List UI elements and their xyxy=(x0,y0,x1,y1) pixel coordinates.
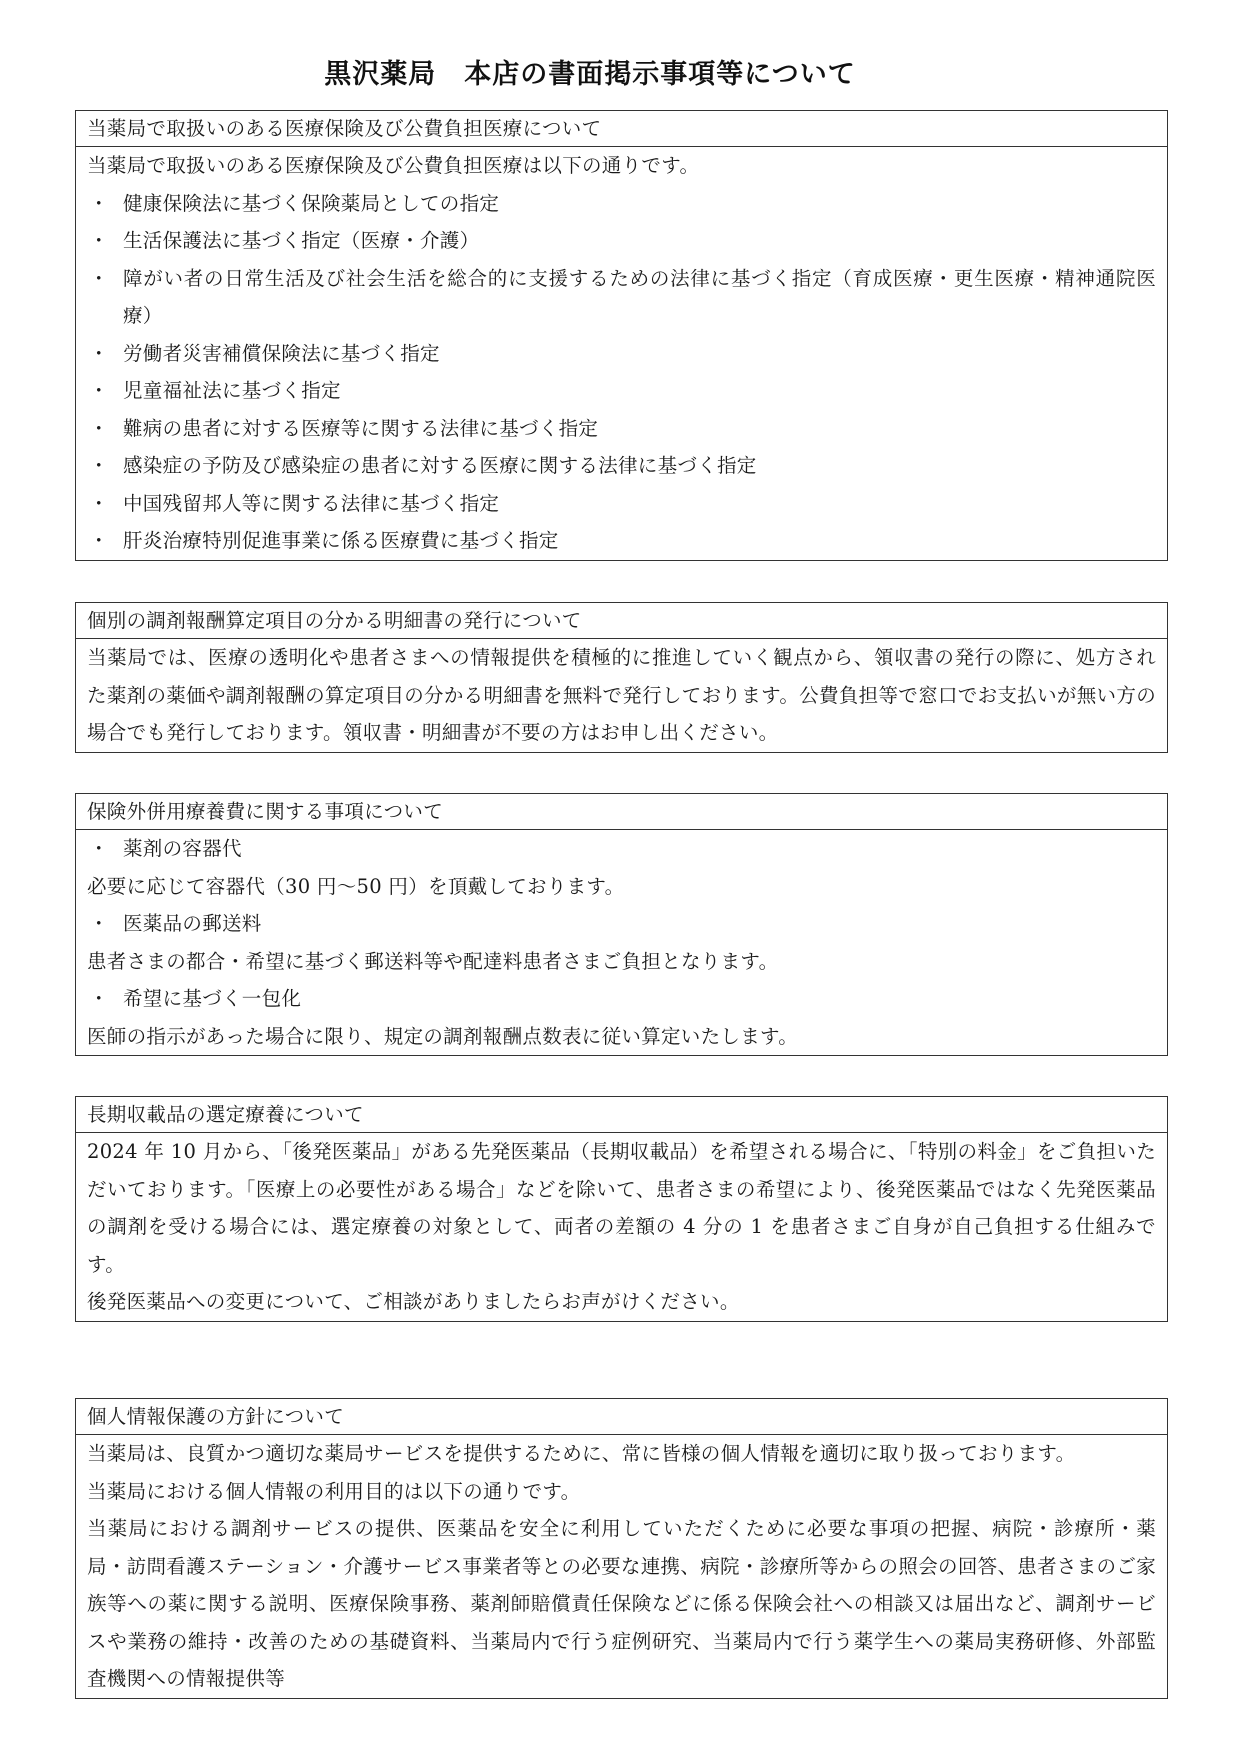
list-item-text: 児童福祉法に基づく指定 xyxy=(123,379,341,402)
item-description: 医師の指示があった場合に限り、規定の調剤報酬点数表に従い算定いたします。 xyxy=(87,1024,799,1048)
section-privacy-policy xyxy=(75,1398,1168,1699)
section-text: 当薬局は、良質かつ適切な薬局サービスを提供するために、常に皆様の個人情報を適切に取り扱っております。 xyxy=(87,1442,1076,1465)
item-description: 必要に応じて容器代（30 円～50 円）を頂戴しております。 xyxy=(87,874,625,898)
section-heading: 保険外併用療養費に関する事項について xyxy=(76,794,1167,830)
section-heading: 個人情報保護の方針について xyxy=(76,1399,1167,1435)
section-insurance xyxy=(75,110,1168,561)
item-description: 患者さまの都合・希望に基づく郵送料等や配達料患者さまご負担となります。 xyxy=(87,949,779,973)
section-heading: 当薬局で取扱いのある医療保険及び公費負担医療について xyxy=(76,111,1167,147)
bullet-mark: ・ xyxy=(89,416,109,440)
bullet-mark: ・ xyxy=(89,191,109,215)
list-item xyxy=(87,410,1156,448)
list-item-text: 希望に基づく一包化 xyxy=(123,987,302,1010)
list-item-text: 薬剤の容器代 xyxy=(123,837,242,860)
list-item-text: 難病の患者に対する医療等に関する法律に基づく指定 xyxy=(123,416,599,440)
list-item-text: 肝炎治療特別促進事業に係る医療費に基づく指定 xyxy=(123,529,559,552)
list-item-text: 障がい者の日常生活及び社会生活を総合的に支援するための法律に基づく指定（育成医療・更生医療・精神通院医療） xyxy=(123,266,1156,327)
list-item-text: 医薬品の郵送料 xyxy=(123,912,262,935)
section-text: 当薬局における個人情報の利用目的は以下の通りです。 xyxy=(87,1479,581,1503)
list-item xyxy=(87,980,1156,1018)
list-item-text: 中国残留邦人等に関する法律に基づく指定 xyxy=(123,491,500,515)
list-item xyxy=(87,485,1156,523)
section-body xyxy=(76,1133,1167,1321)
list-item xyxy=(87,372,1156,410)
list-item xyxy=(87,260,1156,335)
list-item xyxy=(87,830,1156,868)
list-item xyxy=(87,905,1156,943)
section-body xyxy=(76,147,1167,560)
bullet-mark: ・ xyxy=(89,987,109,1010)
section-text: 当薬局では、医療の透明化や患者さまへの情報提供を積極的に推進していく観点から、領収書の発行の際に、処方された薬剤の薬価や調剤報酬の算定項目の分かる明細書を無料で発行しております。公費負担等で窓口でお支払いが無い方の場合でも発行しております。領収書・明細書が不要の方はお申し出ください。 xyxy=(87,646,1156,744)
bullet-mark: ・ xyxy=(89,229,109,252)
section-heading: 長期収載品の選定療養について xyxy=(76,1097,1167,1133)
bullet-mark: ・ xyxy=(89,341,109,365)
bullet-mark: ・ xyxy=(89,266,109,290)
section-body xyxy=(76,1435,1167,1698)
list-item xyxy=(87,335,1156,373)
bullet-mark: ・ xyxy=(89,454,109,477)
bullet-mark: ・ xyxy=(89,491,109,515)
bullet-mark: ・ xyxy=(89,379,109,402)
list-item-text: 感染症の予防及び感染症の患者に対する医療に関する法律に基づく指定 xyxy=(123,454,757,477)
list-item xyxy=(87,185,1156,223)
list-item xyxy=(87,522,1156,560)
section-text: 後発医薬品への変更について、ご相談がありましたらお声がけください。 xyxy=(87,1290,740,1313)
section-long-listed-drugs xyxy=(75,1096,1168,1322)
list-item-text: 健康保険法に基づく保険薬局としての指定 xyxy=(123,191,500,215)
section-itemized-receipt xyxy=(75,602,1168,753)
section-heading: 個別の調剤報酬算定項目の分かる明細書の発行について xyxy=(76,603,1167,639)
page-title: 黒沢薬局 本店の書面掲示事項等について xyxy=(324,59,856,90)
bullet-mark: ・ xyxy=(89,529,109,552)
list-item-text: 労働者災害補償保険法に基づく指定 xyxy=(123,341,440,365)
list-item xyxy=(87,447,1156,485)
section-body xyxy=(76,639,1167,752)
list-item-text: 生活保護法に基づく指定（医療・介護） xyxy=(123,229,480,252)
section-extra-charges xyxy=(75,793,1168,1056)
section-body xyxy=(76,830,1167,1055)
section-text: 2024 年 10 月から、「後発医薬品」がある先発医薬品（長期収載品）を希望される場合に、「特別の料金」をご負担いただいております。「医療上の必要性がある場合」などを除いて、患者さまの希望により、後発医薬品ではなく先発医薬品の調剤を受ける場合には、選定療養の対象として、両者の差額の 4 分の 1 を患者さまご自身が自己負担する仕組みです。 xyxy=(87,1140,1156,1276)
bullet-mark: ・ xyxy=(89,912,109,935)
list-item xyxy=(87,222,1156,260)
section-text: 当薬局における調剤サービスの提供、医薬品を安全に利用していただくために必要な事項の把握、病院・診療所・薬局・訪問看護ステーション・介護サービス事業者等との必要な連携、病院・診療所等からの照会の回答、患者さまのご家族等への薬に関する説明、医療保険事務、薬剤師賠償責任保険などに係る保険会社への相談又は届出など、調剤サービスや業務の維持・改善のための基礎資料、当薬局内で行う症例研究、当薬局内で行う薬学生への薬局実務研修、外部監査機関への情報提供等 xyxy=(87,1517,1156,1690)
section-intro: 当薬局で取扱いのある医療保険及び公費負担医療は以下の通りです。 xyxy=(87,154,700,177)
bullet-mark: ・ xyxy=(89,837,109,860)
